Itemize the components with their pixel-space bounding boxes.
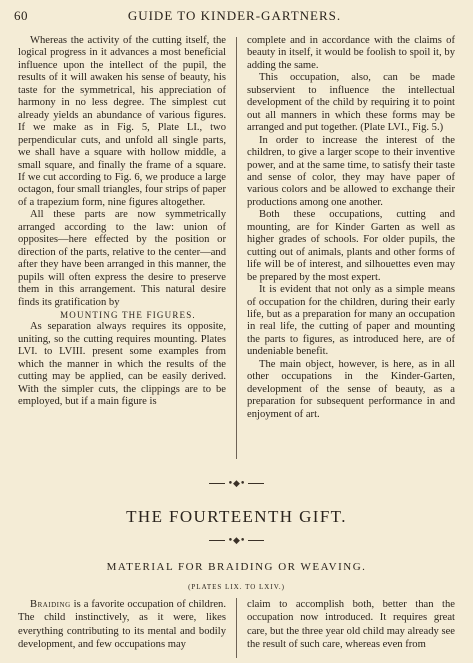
column-divider <box>236 37 237 459</box>
running-title: GUIDE TO KINDER-GARTNERS. <box>127 8 342 23</box>
right-paragraph-2: This occupation, also, can be made subservient to influence the intellectual development of the child by requiring it to point out all manners in which these forms may be arranged and put together. (Plate LVI., Fig. 5.) <box>247 72 455 134</box>
ornament-glyph: •◆• <box>227 536 246 546</box>
bottom-right-column <box>247 598 455 652</box>
plates-reference: (PLATES LIX. TO LXIV.) <box>188 583 285 591</box>
ornament-rule-right <box>248 540 264 541</box>
left-paragraph-2: All these parts are now symmetrically arranged according to the law: union of opposites—here effected by the position or direction of the parts, relative to the center—and after they have been arranged in this manner, the pupils will often express the desire to preserve them in this arrangement. This natural desire finds its gratification by <box>18 209 226 308</box>
ornament-divider-bottom <box>0 536 473 546</box>
lead-word: Braiding <box>30 599 71 610</box>
ornament-rule-left <box>209 483 225 484</box>
left-paragraph-1: Whereas the activity of the cutting itself, the logical progress in it advances a most beneficial influence upon the intellect of the pupil, the results of it will awaken his sense of beauty, his taste for the symmetrical, his appreciation of harmony in no less degree. The simplest cut already yields an abundance of various figures. If we make as in Fig. 5, Plate LI., two perpendicular cuts, and unfold all single parts, we shall have a square with hollow middle, a small square, and finally the frame of a square. If we cut according to Fig. 6, we produce a large octagon, four small triangles, four strips of paper of a trapezium form, nine figures altogether. <box>18 35 226 208</box>
bottom-right-paragraph: claim to accomplish both, better than the occupation now introduced. It requires great care, but the three year old child may already see the result of such care, whereas even from <box>247 599 455 651</box>
section-title: THE FOURTEENTH GIFT. <box>126 507 347 526</box>
bottom-left-text: is a favorite occupation of children. The child instinctively, as it were, likes everything contributing to its mental and bodily development, and few occupations may <box>18 599 226 651</box>
right-paragraph-6: The main object, however, is here, as in all other occupations in the Kinder-Garten, development of the sense of beauty, as a preparation for subsequent performance in and enjoyment of art. <box>247 358 455 420</box>
bottom-left-column <box>18 598 226 652</box>
right-paragraph-5: It is evident that not only as a simple means of occupation for the children, during their early life, but as a preparation for many an occupation in real life, the cutting of paper and mounting the parts to figures, as introduced here, are of undeniable benefit. <box>247 284 455 358</box>
ornament-glyph: •◆• <box>227 479 246 489</box>
right-paragraph-3: In order to increase the interest of the children, to give a larger scope to their inventive power, and at the same time, to satisfy their taste and sense of color, they may have paper of various colors and be allowed to exchange their productions among one another. <box>247 134 455 208</box>
bottom-left-paragraph <box>18 598 226 652</box>
left-column <box>18 35 226 409</box>
page-header <box>14 8 455 28</box>
section-body <box>18 598 455 663</box>
right-paragraph-1: complete and in accordance with the claims of beauty in itself, it would be foolish to spoil it, by adding the same. <box>247 35 455 71</box>
subheading-mounting: MOUNTING THE FIGURES. <box>60 309 196 320</box>
ornament-rule-right <box>248 483 264 484</box>
right-paragraph-4: Both these occupations, cutting and mounting, are for Kinder Garten as well as higher grades of schools. For older pupils, the cutting out of animals, plants and other forms of life will be of interest, and silhouettes even may be prepared by the most expert. <box>247 209 455 283</box>
page-number: 60 <box>14 8 28 23</box>
material-heading: MATERIAL FOR BRAIDING OR WEAVING. <box>106 561 367 573</box>
ornament-rule-left <box>209 540 225 541</box>
left-paragraph-3: As separation always requires its opposite, uniting, so the cutting requires mounting. Plates LVI. to LVIII. present some examples from which the manner in which the results of the cutting may be applied, can be easily derived. With the simpler cuts, the clippings are to be employed, but if a main figure is <box>18 321 226 408</box>
ornament-divider-top <box>0 479 473 489</box>
bottom-column-divider <box>236 598 237 658</box>
two-column-body <box>18 35 455 470</box>
right-column <box>247 35 455 421</box>
